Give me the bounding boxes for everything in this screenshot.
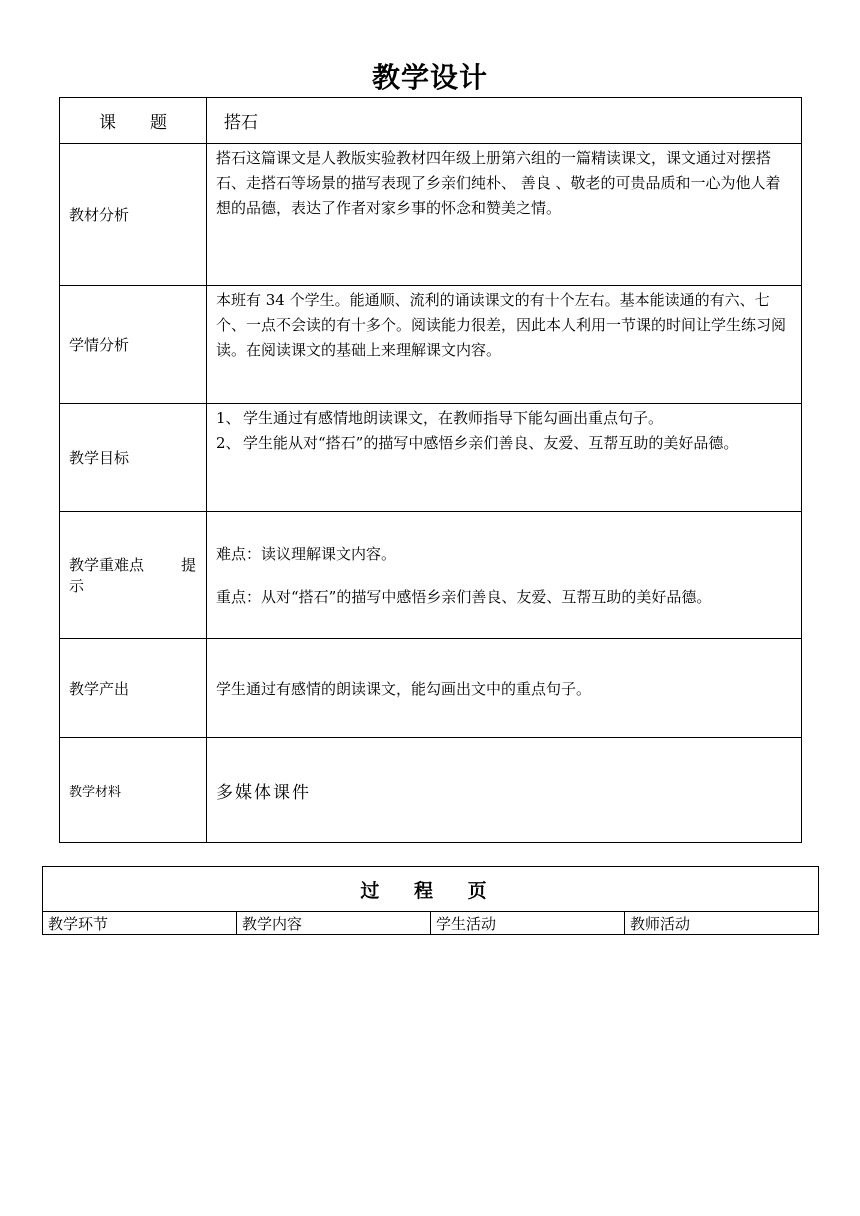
process-table [42,866,819,935]
goal-number: 2、 [216,434,241,452]
goal-item [216,431,795,456]
process-title: 过 程 页 [43,867,819,912]
page-title: 教学设计 [371,61,488,94]
lesson-plan-table [59,97,802,843]
column-header: 教学内容 [237,912,431,935]
teaching-output-label: 教学产出 [60,639,207,738]
student-analysis-content: 本班有 34 个学生。能通顺、流利的诵读课文的有十个左右。基本能读通的有六、七个、一点不会读的有十多个。阅读能力很差，因此本人利用一节课的时间让学生练习阅读。在阅读课文的基础上来理解课文内容。 [207,286,802,404]
goal-text: 学生通过有感情地朗读课文，在教师指导下能勾画出重点句子。 [243,409,664,427]
column-header: 学生活动 [431,912,625,935]
difficult-point: 难点：读议理解课文内容。 [216,545,397,563]
textbook-analysis-label: 教材分析 [60,144,207,286]
key-difficult-label-hint: 提 [180,556,196,574]
key-difficult-content [207,512,802,639]
goals-list [216,406,795,456]
goal-text: 学生能从对“搭石”的描写中感悟乡亲们善良、友爱、互帮互助的美好品德。 [243,434,739,452]
key-difficult-label-main: 教学重难点 [69,556,145,574]
column-header: 教学环节 [43,912,237,935]
key-point: 重点：从对“搭石”的描写中感悟乡亲们善良、友爱、互帮互助的美好品德。 [216,588,712,606]
key-difficult-label-tail: 示 [69,577,85,595]
student-analysis-label: 学情分析 [60,286,207,404]
topic-value: 搭石 [207,98,802,144]
teaching-materials-content: 多媒体课件 [207,738,802,843]
teaching-goals-label: 教学目标 [60,404,207,512]
teaching-goals-content [207,404,802,512]
textbook-analysis-content: 搭石这篇课文是人教版实验教材四年级上册第六组的一篇精读课文，课文通过对摆搭石、走搭石等场景的描写表现了乡亲们纯朴、 善良 、敬老的可贵品质和一心为他人着想的品德，表达了作者对家乡事的怀念和赞美之情。 [207,144,802,286]
column-header: 教师活动 [625,912,819,935]
goal-item [216,406,795,431]
teaching-materials-label: 教学材料 [60,738,207,843]
key-difficult-label [60,512,207,639]
teaching-output-content: 学生通过有感情的朗读课文，能勾画出文中的重点句子。 [207,639,802,738]
topic-label: 课 题 [60,98,207,144]
goal-number: 1、 [216,409,241,427]
